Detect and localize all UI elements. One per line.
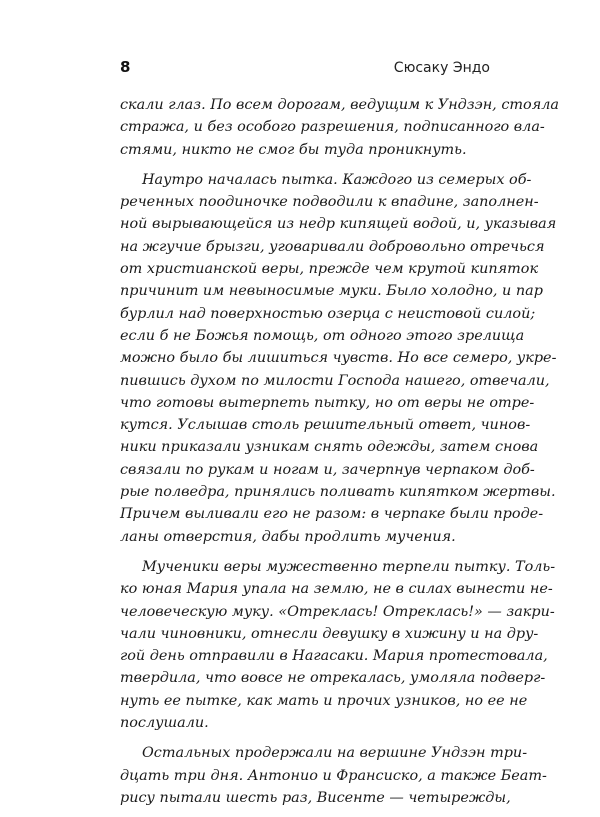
paragraph-4 xyxy=(120,742,547,809)
text-line: послушали. xyxy=(120,715,209,732)
text-line: кутся. Услышав столь решительный ответ, чинов- xyxy=(120,417,531,434)
text-line: реченных поодиночке подводили к впадине, заполнен- xyxy=(120,194,539,211)
text-line: гой день отправили в Нагасаки. Мария протестовала, xyxy=(120,648,548,665)
text-line: скали глаз. По всем дорогам, ведущим к Ундзэн, стояла xyxy=(120,97,559,113)
text-line: Наутро началась пытка. Каждого из семерых об- xyxy=(142,171,532,188)
text-line: от христианской веры, прежде чем крутой кипяток xyxy=(120,261,539,278)
paragraph-2 xyxy=(120,169,557,548)
running-title: Сюсаку Эндо xyxy=(393,60,490,76)
text-line: связали по рукам и ногам и, зачерпнув черпаком доб- xyxy=(120,461,535,478)
text-line: что готовы вытерпеть пытку, но от веры не отре- xyxy=(120,394,535,411)
text-line: бурлил над поверхностью озерца с неистовой силой; xyxy=(120,305,536,322)
page-header xyxy=(120,58,490,78)
text-line: чали чиновники, отнесли девушку в хижину и на дру- xyxy=(120,625,539,642)
text-line: причинит им невыносимые муки. Было холодно, и пар xyxy=(120,283,543,300)
text-line: стями, никто не смог бы туда проникнуть. xyxy=(120,141,467,158)
text-line: Причем выливали его не разом: в черпаке были проде- xyxy=(120,506,544,523)
text-line: рые полведра, принялись поливать кипятком жертвы. xyxy=(120,484,556,501)
text-line: стража, и без особого разрешения, подписанного вла- xyxy=(120,119,545,136)
text-line: твердила, что вовсе не отрекалась, умоляла подверг- xyxy=(120,670,546,687)
text-line: ко юная Мария упала на землю, не в силах вынести не- xyxy=(120,581,553,598)
paragraph-3 xyxy=(120,556,556,734)
text-line: рису пытали шесть раз, Висенте — четырежды, xyxy=(120,789,511,806)
text-line: если б не Божья помощь, от одного этого зрелища xyxy=(120,327,525,344)
text-line: ники приказали узникам снять одежды, затем снова xyxy=(120,439,539,456)
text-line: ланы отверстия, дабы продлить мучения. xyxy=(120,528,456,545)
text-line: нуть ее пытке, как мать и прочих узников, но ее не xyxy=(120,692,528,709)
text-line: можно было бы лишиться чувств. Но все семеро, укре- xyxy=(120,350,557,367)
text-line: человеческую муку. «Отреклась! Отреклась!» — закри- xyxy=(120,603,555,620)
text-line: Мученики веры мужественно терпели пытку. Толь- xyxy=(142,558,556,575)
paragraph-1 xyxy=(120,94,559,161)
body-text xyxy=(120,94,559,817)
text-line: Остальных продержали на вершине Ундзэн три- xyxy=(142,745,528,762)
text-line: дцать три дня. Антонио и Франсиско, а также Беат- xyxy=(120,767,547,784)
text-line: ной вырывающейся из недр кипящей водой, и, указывая xyxy=(120,216,557,233)
page-number: 8 xyxy=(120,58,131,76)
text-line: на жгучие брызги, уговаривали добровольно отречься xyxy=(120,238,545,255)
text-line: пившись духом по милости Господа нашего, отвечали, xyxy=(120,372,550,389)
